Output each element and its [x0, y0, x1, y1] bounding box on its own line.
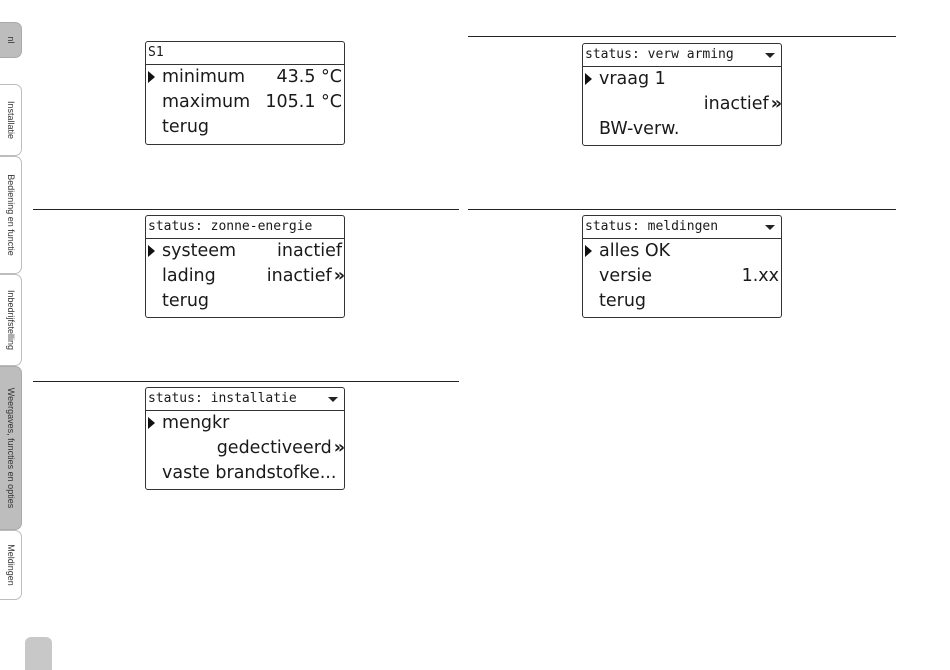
display-header-text: status: meldingen	[585, 219, 719, 234]
sidebar-tab-label: Meldingen	[5, 544, 16, 586]
row-value: inactief	[266, 266, 332, 286]
more-chevron-icon: »	[333, 266, 342, 286]
cursor-icon	[585, 73, 592, 85]
display-header	[146, 388, 344, 411]
sidebar-tab-label: Inbedrijfstelling	[5, 289, 16, 351]
sidebar-tab-language[interactable]	[0, 22, 22, 58]
display-meldingen	[582, 215, 782, 318]
menu-row-vraag-1[interactable]	[583, 67, 781, 92]
menu-row-mengkr-status[interactable]	[146, 436, 344, 461]
row-value: gedectiveerd	[216, 438, 332, 458]
display-zonne-energie	[145, 215, 345, 318]
cursor-icon	[148, 245, 155, 257]
row-value-with-more	[267, 264, 342, 289]
row-label: alles OK	[599, 241, 671, 261]
row-value-with-more	[704, 92, 779, 117]
page-marker	[25, 637, 52, 670]
scroll-down-icon	[328, 397, 338, 402]
menu-row-terug[interactable]	[146, 289, 344, 314]
row-value: inactief	[703, 94, 769, 114]
row-value: inactief	[277, 241, 342, 261]
menu-row-vraag-1-status[interactable]	[583, 92, 781, 117]
display-installatie	[145, 387, 345, 490]
row-value-with-more	[217, 436, 342, 461]
cursor-icon	[585, 245, 592, 257]
menu-row-versie[interactable]	[583, 264, 781, 289]
more-chevron-icon: »	[333, 438, 342, 458]
display-header: status: zonne-energie	[146, 216, 344, 239]
menu-row-systeem[interactable]	[146, 239, 344, 264]
sidebar-tab-weergaves[interactable]	[0, 366, 22, 530]
row-value: 105.1 °C	[265, 92, 342, 112]
sidebar-tab-label: Installatie	[5, 100, 16, 140]
menu-row-maximum[interactable]	[146, 90, 344, 115]
row-label: terug	[162, 117, 210, 137]
cursor-icon	[148, 417, 155, 429]
row-label: lading	[162, 266, 216, 286]
divider	[33, 381, 459, 382]
more-chevron-icon: »	[770, 94, 779, 114]
menu-row-terug[interactable]	[583, 289, 781, 314]
sidebar-tab-bediening[interactable]	[0, 156, 22, 274]
divider	[468, 36, 896, 37]
row-label: versie	[599, 266, 653, 286]
row-label: maximum	[162, 92, 251, 112]
menu-row-minimum[interactable]	[146, 65, 344, 90]
display-header	[583, 44, 781, 67]
divider	[33, 209, 459, 210]
menu-row-terug[interactable]	[146, 115, 344, 140]
menu-row-bw-verw[interactable]	[583, 117, 781, 142]
sidebar-tab-label: Weergaves, functies en opties	[5, 387, 16, 509]
row-label: vraag 1	[599, 69, 666, 89]
sidebar-tab-installatie[interactable]	[0, 84, 22, 156]
scroll-down-icon	[765, 225, 775, 230]
row-label: mengkr	[162, 413, 230, 433]
row-label: BW-verw.	[599, 119, 680, 139]
scroll-down-icon	[765, 53, 775, 58]
row-label: minimum	[162, 67, 246, 87]
divider	[468, 209, 896, 210]
sidebar-tab-meldingen[interactable]	[0, 530, 22, 600]
display-header-text: status: installatie	[148, 391, 297, 406]
row-label: terug	[599, 291, 647, 311]
display-header: S1	[146, 42, 344, 65]
row-label: terug	[162, 291, 210, 311]
display-verwarming	[582, 43, 782, 146]
row-value: 43.5 °C	[276, 67, 342, 87]
display-header-text: status: verw arming	[585, 47, 734, 62]
sidebar-tab-label: nl	[5, 36, 16, 44]
menu-row-alles-ok[interactable]	[583, 239, 781, 264]
menu-row-mengkr[interactable]	[146, 411, 344, 436]
menu-row-vaste-brandstofketel[interactable]	[146, 461, 344, 486]
row-label: systeem	[162, 241, 237, 261]
sidebar-tab-inbedrijfstelling[interactable]	[0, 274, 22, 366]
menu-row-lading[interactable]	[146, 264, 344, 289]
row-value: 1.xx	[741, 266, 779, 286]
cursor-icon	[148, 71, 155, 83]
display-s1	[145, 41, 345, 145]
sidebar-tab-label: Bediening en functie	[5, 174, 16, 256]
row-label: vaste brandstofke...	[162, 463, 337, 483]
display-header	[583, 216, 781, 239]
